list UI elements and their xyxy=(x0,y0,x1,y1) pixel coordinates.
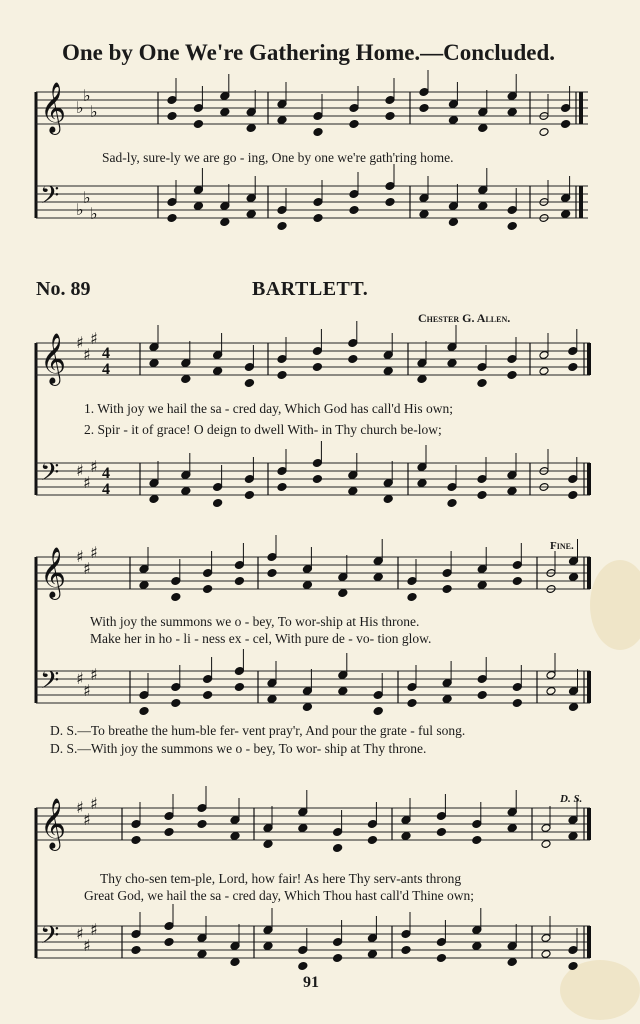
notehead xyxy=(164,938,174,947)
notehead xyxy=(171,699,181,708)
notehead xyxy=(448,116,458,125)
sharp-icon: ♯ xyxy=(90,920,98,939)
bass-clef-icon: 𝄢 xyxy=(40,181,60,216)
notehead xyxy=(213,367,223,376)
notehead xyxy=(417,479,427,488)
notehead xyxy=(478,124,488,133)
composer: Chester G. Allen. xyxy=(418,311,511,325)
notehead xyxy=(298,962,308,971)
treble-clef-icon: 𝄞 xyxy=(40,547,67,598)
notehead xyxy=(385,112,395,121)
flat-icon: ♭ xyxy=(90,102,98,121)
notehead xyxy=(568,363,578,372)
notehead xyxy=(131,836,141,845)
final-barline xyxy=(579,186,583,218)
notehead xyxy=(348,487,358,496)
notehead xyxy=(348,355,358,364)
notehead xyxy=(244,491,254,500)
notehead xyxy=(507,108,517,117)
notehead xyxy=(568,832,578,841)
notehead xyxy=(197,950,207,959)
notehead xyxy=(507,222,517,231)
bass-clef-icon: 𝄢 xyxy=(40,458,60,493)
notehead xyxy=(139,581,149,590)
sharp-icon: ♯ xyxy=(90,794,98,813)
notehead xyxy=(302,581,312,590)
notehead xyxy=(149,495,159,504)
sharp-icon: ♯ xyxy=(83,559,91,578)
notehead xyxy=(139,707,149,716)
notehead xyxy=(267,695,277,704)
sharp-icon: ♯ xyxy=(83,936,91,955)
sharp-icon: ♯ xyxy=(76,924,84,943)
notehead xyxy=(171,593,181,602)
hymn-number: No. 89 xyxy=(36,278,91,300)
verse1-line1: 1. With joy we hail the sa - cred day, Which God has call'd His own; xyxy=(84,401,454,416)
notehead xyxy=(246,124,256,133)
notehead xyxy=(349,120,359,129)
notehead xyxy=(167,112,177,121)
notehead xyxy=(367,950,377,959)
treble-clef-icon: 𝄞 xyxy=(40,333,67,384)
notehead xyxy=(512,699,522,708)
notehead xyxy=(302,703,312,712)
sharp-icon: ♯ xyxy=(76,547,84,566)
notehead xyxy=(383,495,393,504)
notehead xyxy=(477,379,487,388)
notehead xyxy=(561,210,571,219)
notehead xyxy=(312,475,322,484)
notehead xyxy=(220,108,230,117)
verse1-line3: Thy cho-sen tem-ple, Lord, how fair! As here Thy serv-ants throng xyxy=(100,871,462,886)
notehead xyxy=(167,214,177,223)
verse2-line3: Great God, we hail the sa - cred day, Which Thou hast call'd Thine own; xyxy=(84,888,474,903)
notehead xyxy=(507,824,517,833)
time-signature-top: 4 xyxy=(102,345,110,362)
notehead xyxy=(197,820,207,829)
notehead xyxy=(477,491,487,500)
notehead xyxy=(313,214,323,223)
notehead xyxy=(478,202,488,211)
notehead xyxy=(193,202,203,211)
notehead xyxy=(312,363,322,372)
bass-staff xyxy=(36,164,588,230)
ds-line2: D. S.—With joy the summons we o - bey, To wor- ship at Thy throne. xyxy=(50,741,427,756)
sharp-icon: ♯ xyxy=(83,810,91,829)
notehead xyxy=(385,198,395,207)
bass-clef-icon: 𝄢 xyxy=(40,921,60,956)
notehead xyxy=(246,210,256,219)
notehead xyxy=(539,367,549,376)
notehead xyxy=(193,120,203,129)
notehead xyxy=(512,577,522,586)
treble-clef-icon: 𝄞 xyxy=(40,798,67,849)
final-barline xyxy=(587,343,591,375)
notehead xyxy=(568,962,578,971)
notehead xyxy=(373,707,383,716)
sharp-icon: ♯ xyxy=(90,457,98,476)
final-barline xyxy=(587,926,591,958)
notehead xyxy=(447,359,457,368)
flat-icon: ♭ xyxy=(76,98,84,117)
time-signature-top: 4 xyxy=(102,465,110,482)
flat-icon: ♭ xyxy=(76,200,84,219)
prev-hymn-lyric: Sad-ly, sure-ly we are go - ing, One by one we're gath'ring home. xyxy=(102,150,454,165)
bass-staff xyxy=(36,904,591,970)
notehead xyxy=(131,946,141,955)
ds-mark: D. S. xyxy=(560,793,583,805)
notehead xyxy=(277,483,287,492)
notehead xyxy=(338,687,348,696)
final-barline xyxy=(587,671,591,703)
notehead xyxy=(507,958,517,967)
notehead xyxy=(164,828,174,837)
verse2-line2: Make her in ho - li - ness ex - cel, With pure de - vo- tion glow. xyxy=(90,631,432,646)
final-barline xyxy=(587,808,591,840)
verse1-line2: With joy the summons we o - bey, To wor-ship at His throne. xyxy=(90,614,420,629)
notehead xyxy=(181,487,191,496)
notehead xyxy=(338,589,348,598)
notehead xyxy=(230,958,240,967)
treble-staff xyxy=(36,70,588,136)
final-barline xyxy=(579,92,583,124)
notehead xyxy=(230,832,240,841)
notehead xyxy=(442,585,452,594)
notehead xyxy=(417,375,427,384)
notehead xyxy=(419,104,429,113)
notehead xyxy=(568,703,578,712)
treble-clef-icon: 𝄞 xyxy=(40,82,67,133)
notehead xyxy=(436,828,446,837)
notehead xyxy=(263,942,273,951)
notehead xyxy=(448,218,458,227)
final-barline xyxy=(587,463,591,495)
notehead xyxy=(181,375,191,384)
notehead xyxy=(568,573,578,582)
page-number: 91 xyxy=(303,974,319,991)
notehead xyxy=(373,573,383,582)
notehead xyxy=(333,844,343,853)
notehead xyxy=(234,577,244,586)
notehead xyxy=(401,832,411,841)
fine-mark: Fine. xyxy=(550,540,574,552)
treble-staff xyxy=(36,321,591,387)
sharp-icon: ♯ xyxy=(90,329,98,348)
notehead xyxy=(477,691,487,700)
treble-staff xyxy=(36,786,591,852)
notehead xyxy=(298,824,308,833)
notehead xyxy=(149,359,159,368)
notehead xyxy=(561,120,571,129)
sharp-icon: ♯ xyxy=(83,345,91,364)
time-signature-bottom: 4 xyxy=(102,481,110,498)
notehead xyxy=(244,379,254,388)
notehead xyxy=(407,593,417,602)
notehead xyxy=(447,499,457,508)
sharp-icon: ♯ xyxy=(90,665,98,684)
notehead xyxy=(213,499,223,508)
sharp-icon: ♯ xyxy=(83,681,91,700)
notehead xyxy=(367,836,377,845)
notehead xyxy=(541,840,551,849)
tune-name: BARTLETT. xyxy=(252,278,369,300)
bass-staff xyxy=(36,649,591,715)
notehead xyxy=(349,206,359,215)
sharp-icon: ♯ xyxy=(83,473,91,492)
sharp-icon: ♯ xyxy=(76,669,84,688)
notehead xyxy=(442,695,452,704)
sharp-icon: ♯ xyxy=(90,543,98,562)
notehead xyxy=(568,491,578,500)
sharp-icon: ♯ xyxy=(76,333,84,352)
notehead xyxy=(203,585,213,594)
flat-icon: ♭ xyxy=(83,86,91,105)
ds-line1: D. S.—To breathe the hum-ble fer- vent pray'r, And pour the grate - ful song. xyxy=(50,723,466,738)
sharp-icon: ♯ xyxy=(76,461,84,480)
notehead xyxy=(436,954,446,963)
notehead xyxy=(407,699,417,708)
notehead xyxy=(472,836,482,845)
notehead xyxy=(507,371,517,380)
verse2-line1: 2. Spir - it of grace! O deign to dwell With- in Thy church be-low; xyxy=(84,422,442,437)
sharp-icon: ♯ xyxy=(76,798,84,817)
notehead xyxy=(313,128,323,137)
notehead xyxy=(333,954,343,963)
notehead xyxy=(546,687,556,696)
notehead xyxy=(477,581,487,590)
notehead xyxy=(507,487,517,496)
notehead xyxy=(234,683,244,692)
notehead xyxy=(277,222,287,231)
prev-hymn-title: One by One We're Gathering Home.—Concluded. xyxy=(62,40,556,65)
notehead xyxy=(267,569,277,578)
notehead xyxy=(401,946,411,955)
notehead xyxy=(541,950,551,959)
notehead xyxy=(263,840,273,849)
notehead xyxy=(472,942,482,951)
bass-clef-icon: 𝄢 xyxy=(40,666,60,701)
treble-staff xyxy=(36,535,591,601)
final-barline xyxy=(587,557,591,589)
notehead xyxy=(383,367,393,376)
notehead xyxy=(539,128,549,137)
notehead xyxy=(277,371,287,380)
notehead xyxy=(277,116,287,125)
bass-staff xyxy=(36,441,591,507)
flat-icon: ♭ xyxy=(90,204,98,223)
notehead xyxy=(203,691,213,700)
time-signature-bottom: 4 xyxy=(102,361,110,378)
flat-icon: ♭ xyxy=(83,188,91,207)
notehead xyxy=(419,210,429,219)
notehead xyxy=(220,218,230,227)
